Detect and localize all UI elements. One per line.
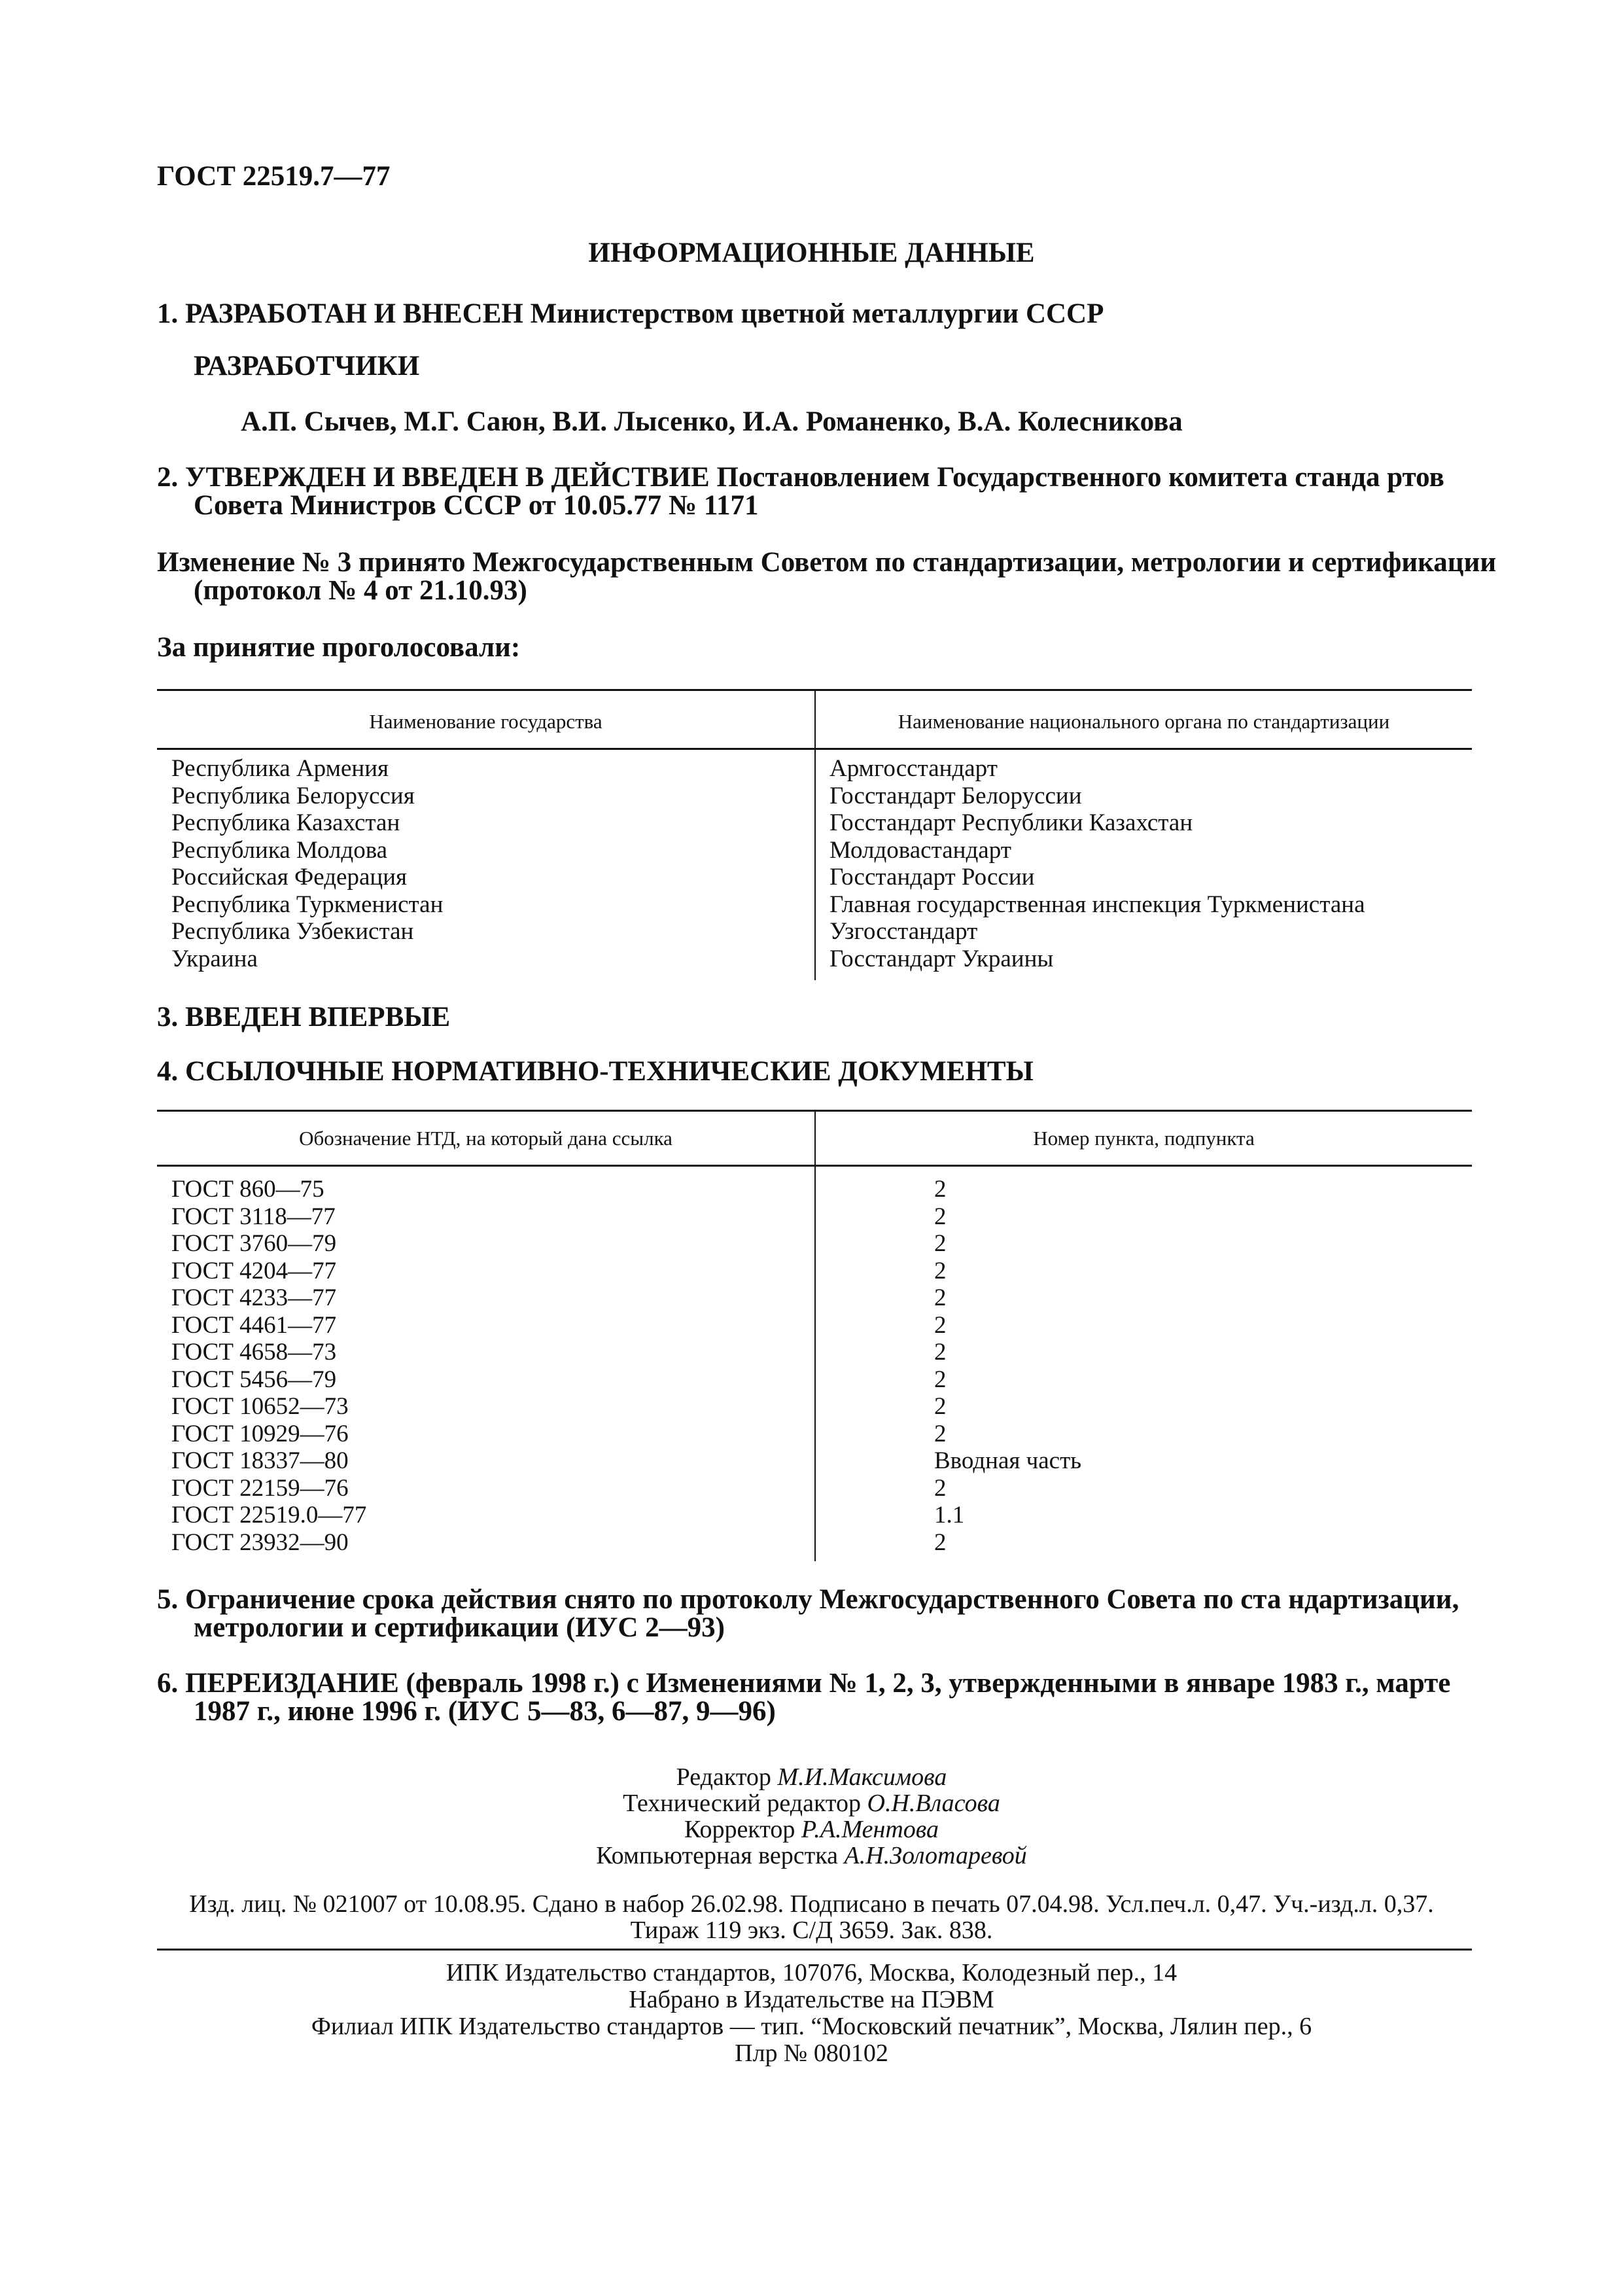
credit-proofreader: Корректор Р.А.Ментова <box>684 1816 939 1843</box>
table1-cell: Госстандарт Белоруссии <box>829 782 1082 809</box>
change-note-line2: (протокол № 4 от 21.10.93) <box>194 575 527 606</box>
table2-cell: ГОСТ 22519.0—77 <box>171 1502 367 1528</box>
table1-cell: Молдовастандарт <box>829 836 1011 864</box>
credits-block <box>0 1764 1623 1869</box>
table1-cell: Республика Туркменистан <box>171 891 444 918</box>
table1-cell: Республика Молдова <box>171 836 388 864</box>
table1-cell: Республика Белоруссия <box>171 782 415 809</box>
table1-country-column <box>171 755 443 972</box>
table2-cell: 2 <box>934 1393 947 1420</box>
publisher-line4: Плр № 080102 <box>735 2040 888 2067</box>
table2-cell: ГОСТ 4658—73 <box>171 1339 337 1366</box>
table2-clause-column <box>934 1176 1081 1556</box>
table1-cell: Госстандарт России <box>829 864 1035 891</box>
print-details-line2: Тираж 119 экз. С/Д 3659. Зак. 838. <box>630 1916 993 1944</box>
item-5 <box>157 1583 1459 1616</box>
table2-cell: 2 <box>934 1203 947 1230</box>
item-6-line2: 1987 г., июне 1996 г. (ИУС 5—83, 6—87, 9—96) <box>194 1696 776 1727</box>
item-4-text: ССЫЛОЧНЫЕ НОРМАТИВНО-ТЕХНИЧЕСКИЕ ДОКУМЕНТЫ <box>185 1056 1034 1087</box>
table2-header-document: Обозначение НТД, на который дана ссылка <box>299 1127 672 1150</box>
credit-tech-editor-name: О.Н.Власова <box>867 1790 1000 1817</box>
item-1 <box>157 298 1104 330</box>
credit-layout: Компьютерная верстка А.Н.Золотаревой <box>596 1842 1027 1869</box>
table2-cell: 2 <box>934 1284 947 1311</box>
credit-editor: Редактор М.И.Максимова <box>676 1763 947 1791</box>
table1-cell: Республика Узбекистан <box>171 918 414 945</box>
voted-heading: За принятие проголосовали: <box>157 632 521 663</box>
print-details-line1: Изд. лиц. № 021007 от 10.08.95. Сдано в набор 26.02.98. Подписано в печать 07.04.98. Усл.печ.л. 0,47. Уч.-изд.л. 0,37. <box>189 1890 1434 1918</box>
item-2-number: 2. <box>157 462 179 493</box>
table2-cell: ГОСТ 22159—76 <box>171 1474 349 1502</box>
table1-cell: Республика Армения <box>171 755 389 782</box>
table2-cell: 1.1 <box>934 1502 965 1528</box>
table2-cell: ГОСТ 10929—76 <box>171 1420 349 1447</box>
item-3-text: ВВЕДЕН ВПЕРВЫЕ <box>185 1002 451 1033</box>
table1-header-organ: Наименование национального органа по стандартизации <box>898 710 1390 733</box>
item-1-text: РАЗРАБОТАН И ВНЕСЕН Министерством цветной металлургии СССР <box>185 298 1104 329</box>
table2-cell: 2 <box>934 1366 947 1393</box>
table1-cell: Госстандарт Украины <box>829 945 1054 972</box>
table2-cell: 2 <box>934 1339 947 1366</box>
table2-cell: ГОСТ 23932—90 <box>171 1528 349 1556</box>
table1-cell: Российская Федерация <box>171 864 408 891</box>
table1-cell: Украина <box>171 945 258 972</box>
table1-cell: Главная государственная инспекция Туркменистана <box>829 891 1365 918</box>
table2-column-divider <box>814 1110 816 1561</box>
credit-proofreader-name: Р.А.Ментова <box>801 1816 939 1843</box>
publisher-line3: Филиал ИПК Издательство стандартов — тип. “Московский печатник”, Москва, Лялин пер., 6 <box>311 2013 1312 2040</box>
section-title: ИНФОРМАЦИОННЫЕ ДАННЫЕ <box>588 238 1035 268</box>
credit-editor-name: М.И.Максимова <box>777 1763 947 1791</box>
item-4-number: 4. <box>157 1056 179 1087</box>
credit-tech-editor: Технический редактор О.Н.Власова <box>623 1790 1000 1817</box>
item-2-line2: Совета Министров СССР от 10.05.77 № 1171 <box>194 490 759 521</box>
item-5-line1: Ограничение срока действия снято по протоколу Межгосударственного Совета по ста ндартизации, <box>185 1584 1459 1615</box>
table2-cell: ГОСТ 4204—77 <box>171 1257 337 1284</box>
table2-cell: ГОСТ 3118—77 <box>171 1203 336 1230</box>
table2-cell: ГОСТ 4233—77 <box>171 1284 337 1311</box>
table2-cell: ГОСТ 860—75 <box>171 1176 324 1203</box>
table1-header-country: Наименование государства <box>369 710 602 733</box>
table2-header-rule <box>157 1165 1472 1167</box>
table2-cell: 2 <box>934 1528 947 1556</box>
table1-cell: Госстандарт Республики Казахстан <box>829 809 1193 836</box>
table2-cell: 2 <box>934 1474 947 1502</box>
table2-cell: 2 <box>934 1230 947 1257</box>
developers-names: А.П. Сычев, М.Г. Саюн, В.И. Лысенко, И.А. Романенко, В.А. Колесникова <box>241 406 1183 437</box>
table2-cell: ГОСТ 4461—77 <box>171 1311 337 1339</box>
table2-header-clause: Номер пункта, подпункта <box>1033 1127 1255 1150</box>
table1-cell: Армгосстандарт <box>829 755 998 782</box>
publisher-line1: ИПК Издательство стандартов, 107076, Москва, Колодезный пер., 14 <box>445 1959 1178 1987</box>
item-2-line1: УТВЕРЖДЕН И ВВЕДЕН В ДЕЙСТВИЕ Постановлением Государственного комитета станда ртов <box>185 462 1444 493</box>
table2-cell: ГОСТ 5456—79 <box>171 1366 337 1393</box>
item-6-line1: ПЕРЕИЗДАНИЕ (февраль 1998 г.) с Изменениями № 1, 2, 3, утвержденными в январе 1983 г., марте <box>185 1668 1451 1699</box>
item-5-line2: метрологии и сертификации (ИУС 2—93) <box>194 1612 725 1643</box>
table2-cell: 2 <box>934 1257 947 1284</box>
change-note-line1: Изменение № 3 принято Межгосударственным Советом по стандартизации, метрологии и сертификации <box>157 547 1497 578</box>
item-3 <box>157 1001 450 1033</box>
table2-document-column <box>171 1176 366 1556</box>
table2-cell: Вводная часть <box>934 1447 1082 1474</box>
table2-cell: 2 <box>934 1176 947 1203</box>
table1-organ-column <box>829 755 1365 972</box>
item-6 <box>157 1667 1450 1699</box>
table2-cell: ГОСТ 3760—79 <box>171 1230 337 1257</box>
publisher-block <box>0 1960 1623 2067</box>
table2-cell: ГОСТ 18337—80 <box>171 1447 349 1474</box>
print-details <box>0 1891 1623 1943</box>
item-2 <box>157 461 1444 493</box>
table2-cell: ГОСТ 10652—73 <box>171 1393 349 1420</box>
item-3-number: 3. <box>157 1002 179 1033</box>
item-4 <box>157 1055 1034 1087</box>
table1-header-rule <box>157 748 1472 750</box>
item-6-number: 6. <box>157 1668 179 1699</box>
table2-cell: 2 <box>934 1420 947 1447</box>
publisher-line2: Набрано в Издательстве на ПЭВМ <box>629 1986 994 2013</box>
developers-heading: РАЗРАБОТЧИКИ <box>194 351 420 381</box>
footer-rule <box>157 1949 1472 1951</box>
table1-cell: Узгосстандарт <box>829 918 978 945</box>
item-5-number: 5. <box>157 1584 179 1615</box>
table2-cell: 2 <box>934 1311 947 1339</box>
credit-layout-name: А.Н.Золотаревой <box>844 1842 1027 1869</box>
table1-cell: Республика Казахстан <box>171 809 400 836</box>
item-1-number: 1. <box>157 298 179 329</box>
doc-code: ГОСТ 22519.7—77 <box>157 161 391 192</box>
